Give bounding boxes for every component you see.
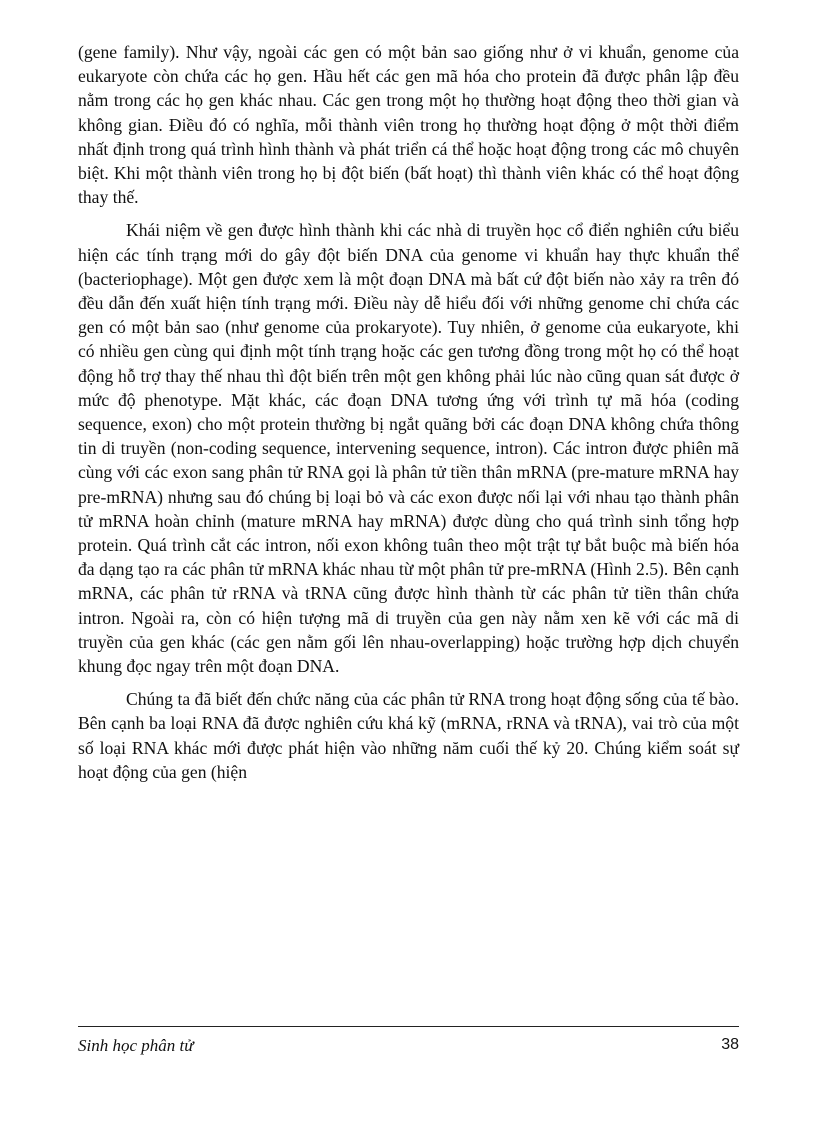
footer-book-title: Sinh học phân tử: [78, 1036, 194, 1055]
paragraph-gene-family: (gene family). Như vậy, ngoài các gen có một bản sao giống như ở vi khuẩn, genome của eukaryote còn chứa các họ gen. Hầu hết các gen mã hóa cho protein đã được phân lập đều nằm trong các họ gen khác nhau. Các gen trong một họ thường hoạt động theo thời gian và không gian. Điều đó có nghĩa, mỗi thành viên trong họ thường hoạt động ở một thời điểm nhất định trong quá trình hình thành và phát triển cá thể hoặc hoạt động trong các mô chuyên biệt. Khi một thành viên trong họ bị đột biến (bất hoạt) thì thành viên khác có thể hoạt động thay thế.: [78, 42, 739, 208]
footer-divider: [78, 1026, 739, 1027]
page-number: 38: [721, 1036, 739, 1053]
paragraph-rna-function: Chúng ta đã biết đến chức năng của các phân tử RNA trong hoạt động sống của tế bào. Bên cạnh ba loại RNA đã được nghiên cứu khá kỹ (mRNA, rRNA và tRNA), vai trò của một số loại RNA khác mới được phát hiện vào những năm cuối thế kỷ 20. Chúng kiểm soát sự hoạt động của gen (hiện: [78, 689, 739, 782]
body-text: [78, 40, 739, 793]
paragraph-gene-concept: Khái niệm về gen được hình thành khi các nhà di truyền học cổ điển nghiên cứu biểu hiện các tính trạng mới do gây đột biến DNA của genome vi khuẩn hay thực khuẩn thể (bacteriophage). Một gen được xem là một đoạn DNA mà bất cứ đột biến nào xảy ra trên đó đều dẫn đến xuất hiện tính trạng mới. Điều này dễ hiểu đối với những genome chỉ chứa các gen có một bản sao (như genome của prokaryote). Tuy nhiên, ở genome của eukaryote, khi có nhiều gen cùng qui định một tính trạng hoặc các gen tương đồng trong một họ có thể hoạt động hỗ trợ thay thế nhau thì đột biến trên một gen không phải lúc nào cũng quan sát được ở mức độ phenotype. Mặt khác, các đoạn DNA tương ứng với trình tự mã hóa (coding sequence, exon) cho một protein thường bị ngắt quãng bởi các đoạn DNA không chứa thông tin di truyền (non-coding sequence, intervening sequence, intron). Các intron được phiên mã cùng với các exon sang phân tử RNA gọi là phân tử tiền thân mRNA (pre-mature mRNA hay pre-mRNA) nhưng sau đó chúng bị loại bỏ và các exon được nối lại với nhau tạo thành phân tử mRNA hoàn chỉnh (mature mRNA hay mRNA) được dùng cho quá trình sinh tổng hợp protein. Quá trình cắt các intron, nối exon không tuân theo một trật tự bắt buộc mà biến hóa đa dạng tạo ra các phân tử mRNA khác nhau từ một phân tử pre-mRNA (Hình 2.5). Bên cạnh mRNA, các phân tử rRNA và tRNA cũng được hình thành từ các phân tử tiền thân chứa intron. Ngoài ra, còn có hiện tượng mã di truyền của gen này nằm xen kẽ với các mã di truyền của gen khác (các gen nằm gối lên nhau-overlapping) hoặc trường hợp dịch chuyển khung đọc ngay trên một đoạn DNA.: [78, 220, 739, 677]
